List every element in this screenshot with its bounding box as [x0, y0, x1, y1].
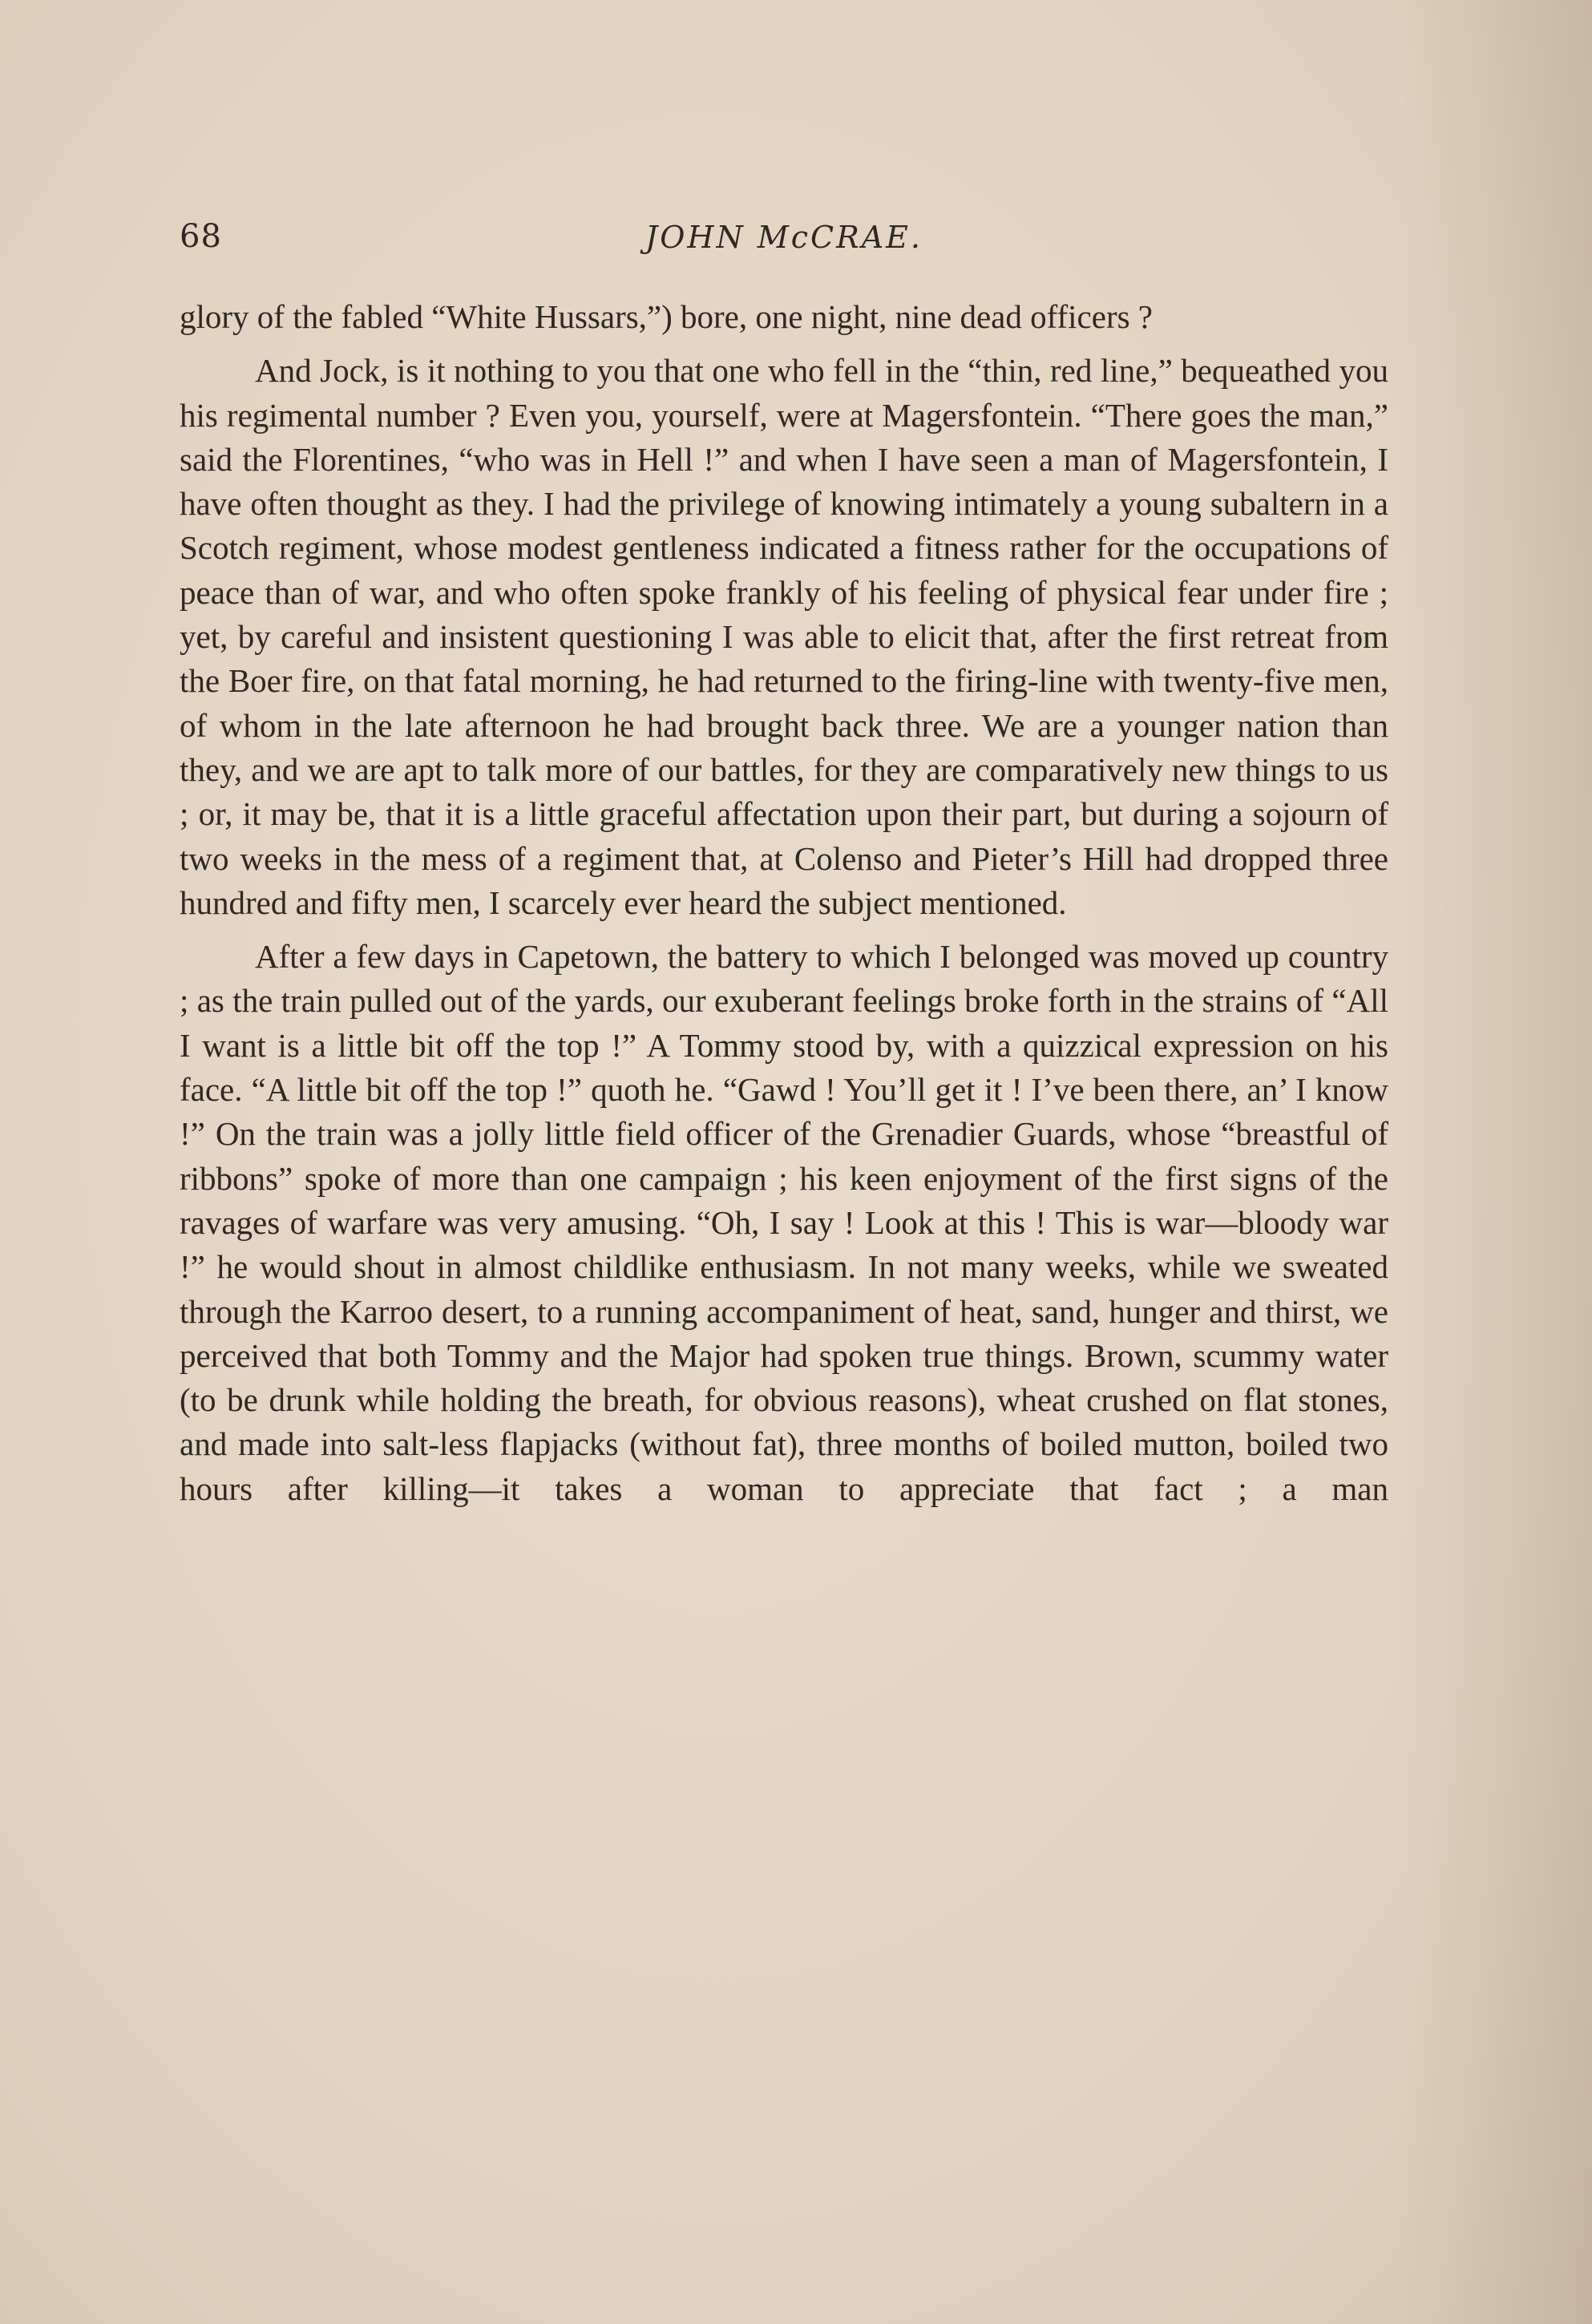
paragraph-jock: And Jock, is it nothing to you that one who fell in the “thin, red line,” bequeathed you his regimental number ? Even you, yourself, were at Magersfontein. “There goes the man,” said the Florentines, “who was in Hell !” and when I have seen a man of Magersfontein, I have often thought as they. I had the privilege of knowing intimately a young subaltern in a Scotch regiment, whose modest gentleness indicated a fitness rather for the occupations of peace than of war, and who often spoke frankly of his feeling of physical fear under fire ; yet, by careful and insistent questioning I was able to elicit that, after the first retreat from the Boer fire, on that fatal morning, he had returned to the firing-line with twenty-five men, of whom in the late afternoon he had brought back three. We are a younger nation than they, and we are apt to talk more of our battles, for they are comparatively new things to us ; or, it may be, that it is a little graceful affectation upon their part, but during a sojourn of two weeks in the mess of a regiment that, at Colenso and Pieter’s Hill had dropped three hundred and fifty men, I scarcely ever heard the subject mentioned.	[180, 352, 1388, 921]
paragraph-continued: glory of the fabled “White Hussars,”) bore, one night, nine dead officers ?	[180, 298, 1154, 335]
running-head	[180, 218, 1388, 266]
running-title: JOHN McCRAE.	[645, 220, 923, 255]
body-text	[180, 295, 1388, 1521]
paragraph-capetown: After a few days in Capetown, the battery to which I belonged was moved up country ; as the train pulled out of the yards, our exuberant feelings broke forth in the strains of “All I want is a little bit off the top !” A Tommy stood by, with a quizzical expression on his face. “A little bit off the top !” quoth he. “Gawd ! You’ll get it ! I’ve been there, an’ I know !” On the train was a jolly little field officer of the Grenadier Guards, whose “breastful of ribbons” spoke of more than one campaign ; his keen enjoyment of the first signs of the ravages of warfare was very amusing. “Oh, I say ! Look at this ! This is war—bloody war !” he would shout in almost childlike enthusiasm. In not many weeks, while we sweated through the Karroo desert, to a running accompaniment of heat, sand, hunger and thirst, we perceived that both Tommy and the Major had spoken true things. Brown, scummy water (to be drunk while holding the breath, for obvious reasons), wheat crushed on flat stones, and made into salt-less flapjacks (without fat), three months of boiled mutton, boiled two hours after killing—it takes a woman to appreciate that fact ; a man	[180, 938, 1388, 1507]
page-number: 68	[180, 218, 222, 255]
